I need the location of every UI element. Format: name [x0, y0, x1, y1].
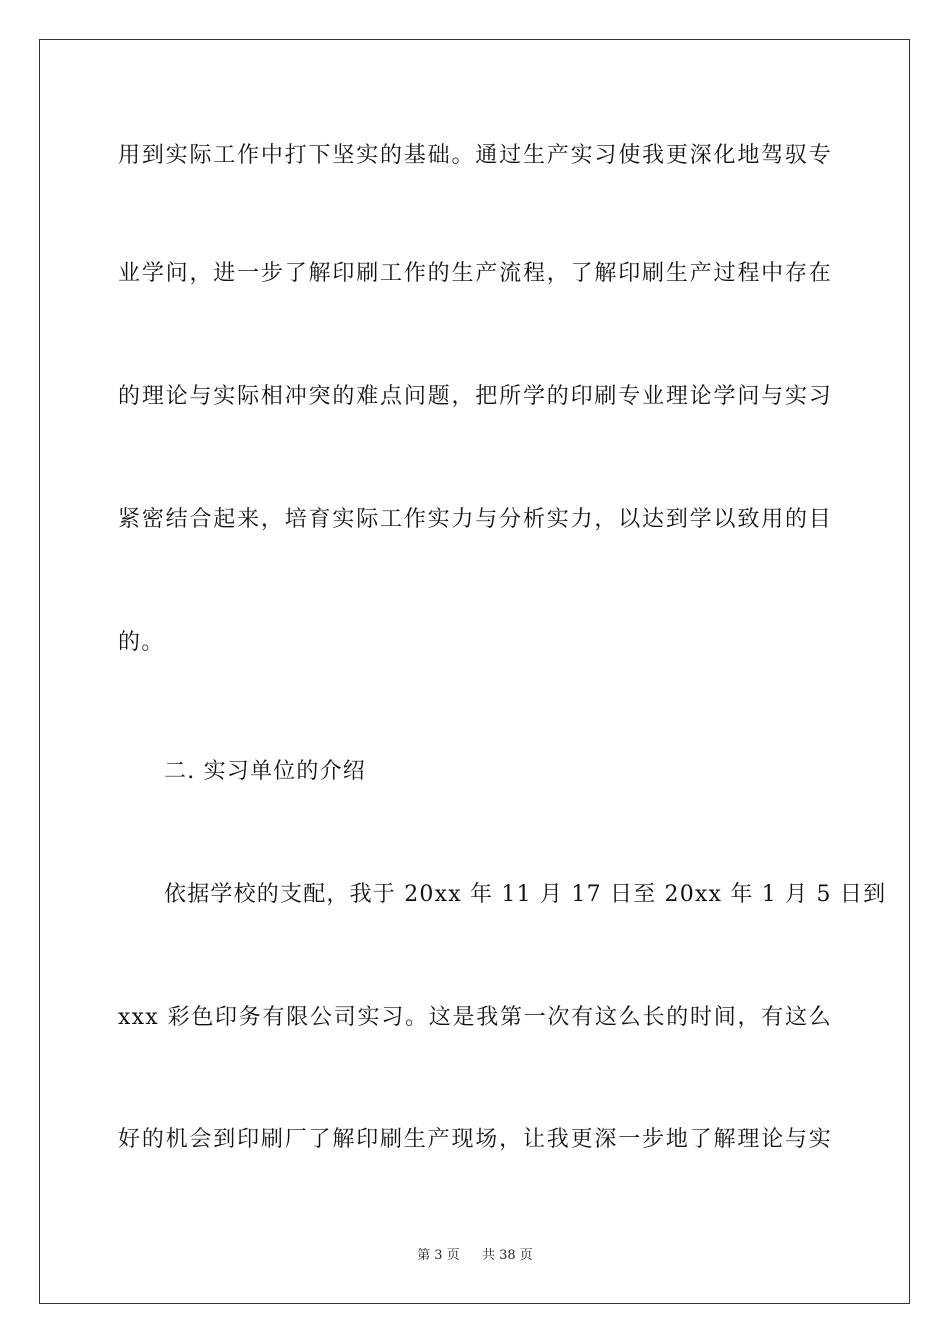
page-total: 共 38 页: [482, 1248, 533, 1263]
body-line-9: 好的机会到印刷厂了解印刷生产现场，让我更深一步地了解理论与实: [118, 1127, 832, 1152]
page-number: 第 3 页: [417, 1248, 460, 1263]
body-line-1: 用到实际工作中打下坚实的基础。通过生产实习使我更深化地驾驭专: [118, 143, 832, 168]
body-line-5: 的。: [118, 630, 165, 655]
page-border: [39, 39, 910, 1304]
page-footer: [0, 1247, 950, 1265]
body-line-2: 业学问，进一步了解印刷工作的生产流程，了解印刷生产过程中存在: [118, 261, 832, 286]
body-line-8: xxx 彩色印务有限公司实习。这是我第一次有这么长的时间，有这么: [118, 1005, 832, 1030]
body-line-3: 的理论与实际相冲突的难点问题，把所学的印刷专业理论学问与实习: [118, 384, 832, 409]
section-heading: 二. 实习单位的介绍: [164, 759, 366, 784]
body-line-7: 依据学校的支配，我于 20xx 年 11 月 17 日至 20xx 年 1 月 5 日到: [164, 882, 887, 907]
body-line-4: 紧密结合起来，培育实际工作实力与分析实力，以达到学以致用的目: [118, 507, 832, 532]
